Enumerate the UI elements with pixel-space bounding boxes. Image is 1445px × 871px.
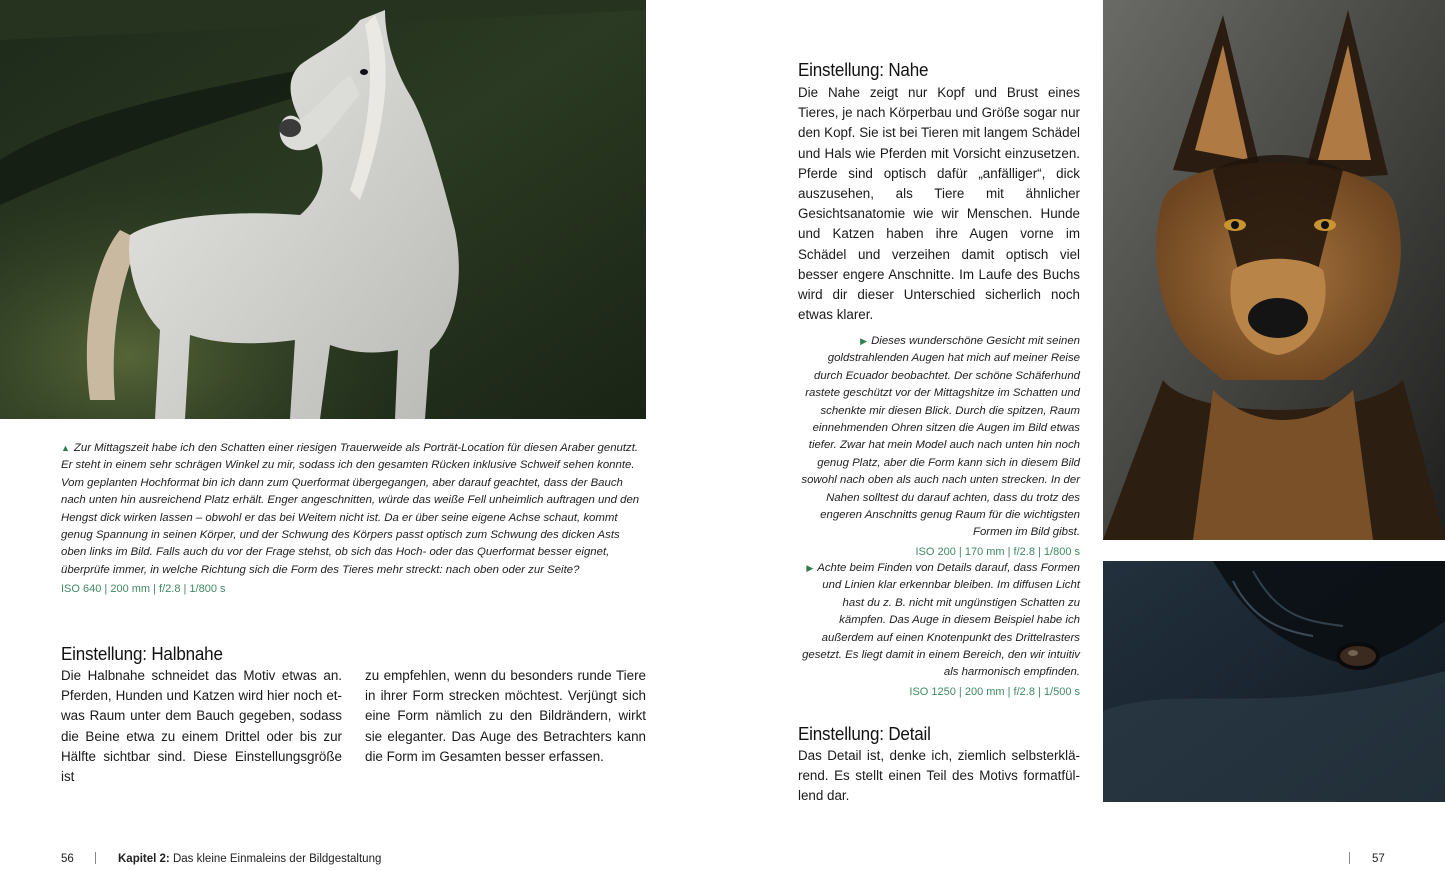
chapter-footer [118,853,381,865]
horse-caption-exif: ISO 640 | 200 mm | f/2.8 | 1/800 s [61,583,226,596]
dog-photo-caption [798,333,1080,561]
body-halbnahe-col2: zu empfehlen, wenn du besonders runde Tiere in ihrer Form strecken möchtest. Verjüngt sich eine Form nämlich zu den Bildrändern, wirkt sie eleganter. Das Auge des Betrachters kann die Form im Gesamten besser erfassen. [365,668,646,764]
german-shepherd-image-icon [1103,0,1445,540]
page-number-right: 57 [1372,853,1385,865]
horse-caption-text: Zur Mittagszeit habe ich den Schatten einer riesigen Trauerweide als Porträt-Location für diesen Araber genutzt. Er steht in einem sehr schrägen Winkel zu mir, sodass ich den gesamten Rücken inklusive Schweif sehen konnte. Vom geplanten Hochformat bin ich dann zum Querformat übergegangen, aber darauf geachtet, dass der Bauch nach unten hin ausreichend Platz erhält. Enger angeschnitten, würde das weiße Fell unheimlich auftragen und den Hengst dick wirken lassen – obwohl er das bei Weitem nicht ist. Da er über seine eigene Achse schaut, kommt genug Spannung in seinen Körper, und der Schwung des Körpers passt optisch zum Schwung des dicken Asts oben links im Bild. Falls auch du vor der Frage stehst, ob sich das Hoch- oder das Querformat besser eignet, überprüfe immer, in welche Richtung sich die Form des Tieres mehr streckt: nach oben oder zur Seite? [61,442,640,576]
dog-caption-exif: ISO 200 | 170 mm | f/2.8 | 1/800 s [915,545,1080,558]
caption-right-arrow-icon-2: ▶ [806,563,814,573]
german-shepherd-photo [1103,0,1445,540]
chapter-label: Kapitel 2: [118,853,170,865]
heading-detail: Einstellung: Detail [798,723,931,744]
caption-right-arrow-icon: ▶ [860,336,868,346]
white-horse-photo [0,0,646,419]
eye-caption-exif: ISO 1250 | 200 mm | f/2.8 | 1/500 s [909,685,1080,698]
horse-photo-caption [61,440,646,599]
footer-divider-right [1349,852,1350,864]
eye-caption-text: Achte beim Finden von Details darauf, dass Formen und Linien klar erkennbar bleiben. Im diffusen Licht hast du z. B. nicht mit ungünstigen Schatten zu kämpfen. Das Auge in diesem Beispiel habe ich außerdem auf einen Knotenpunkt des Drittelrasters gesetzt. Es liegt damit in einem Bereich, den wir intuitiv als harmonisch empfinden. [802,562,1080,679]
heading-halbnahe: Einstellung: Halbnahe [61,643,223,664]
body-halbnahe-col1: Die Halbnahe schneidet das Motiv etwas an. Pferden, Hunden und Katzen wird hier noch etwas Raum unter dem Bauch gegeben, sodass die Beine etwa zu einem Drittel oder bis zur Hälfte sichtbar sind. Diese Einstellungsgröße ist [61,668,342,785]
heading-nahe: Einstellung: Nahe [798,59,929,80]
footer-divider-left [95,852,96,864]
eye-photo-caption [798,560,1080,701]
body-detail: Das Detail ist, denke ich, ziemlich selbsterklärend. Es stellt einen Teil des Motivs formatfüllend dar. [798,748,1080,804]
page-number-left: 56 [61,853,74,865]
body-nahe: Die Nahe zeigt nur Kopf und Brust eines Tieres, je nach Körperbau und Größe sogar nur den Kopf. Sie ist bei Tieren mit langem Schädel und Hals wie Pferden mit Vorsicht einzusetzen. Pferde sind optisch dafür „anfälliger“, dick auszusehen, als Tiere mit ähnlicher Gesichtsanatomie wie wir Menschen. Hunde und Katzen haben ihre Augen vorne im Schädel und verzeihen damit optisch viel besser engere Anschnitte. Im Laufe des Buchs wird dir dieser Unterschied sicherlich noch etwas klarer. [798,85,1080,323]
horse-eye-detail-image-icon [1103,561,1445,802]
chapter-title: Das kleine Einmaleins der Bildgestaltung [172,853,382,865]
dog-caption-text: Dieses wunderschöne Gesicht mit seinen goldstrahlenden Augen hat mich auf meiner Reise durch Ecuador beobachtet. Der schöne Schäferhund rastete geschützt vor der Mittagshitze im Schatten und schenkte mir diesen Blick. Durch die spitzen, Raum einnehmenden Ohren sitzen die Augen im Bild etwas tiefer. Zwar hat mein Model auch nach unten hin noch genug Platz, aber die Form kann sich in diesem Bild sowohl nach oben als auch nach unten strecken. In der Nahen solltest du darauf achten, dass du trotz des engeren Anschnitts genug Raum für die wichtigsten Formen im Bild gibst. [801,335,1080,539]
white-horse-image-icon [0,0,646,419]
caption-up-arrow-icon: ▲ [61,443,70,453]
black-horse-eye-photo [1103,561,1445,802]
